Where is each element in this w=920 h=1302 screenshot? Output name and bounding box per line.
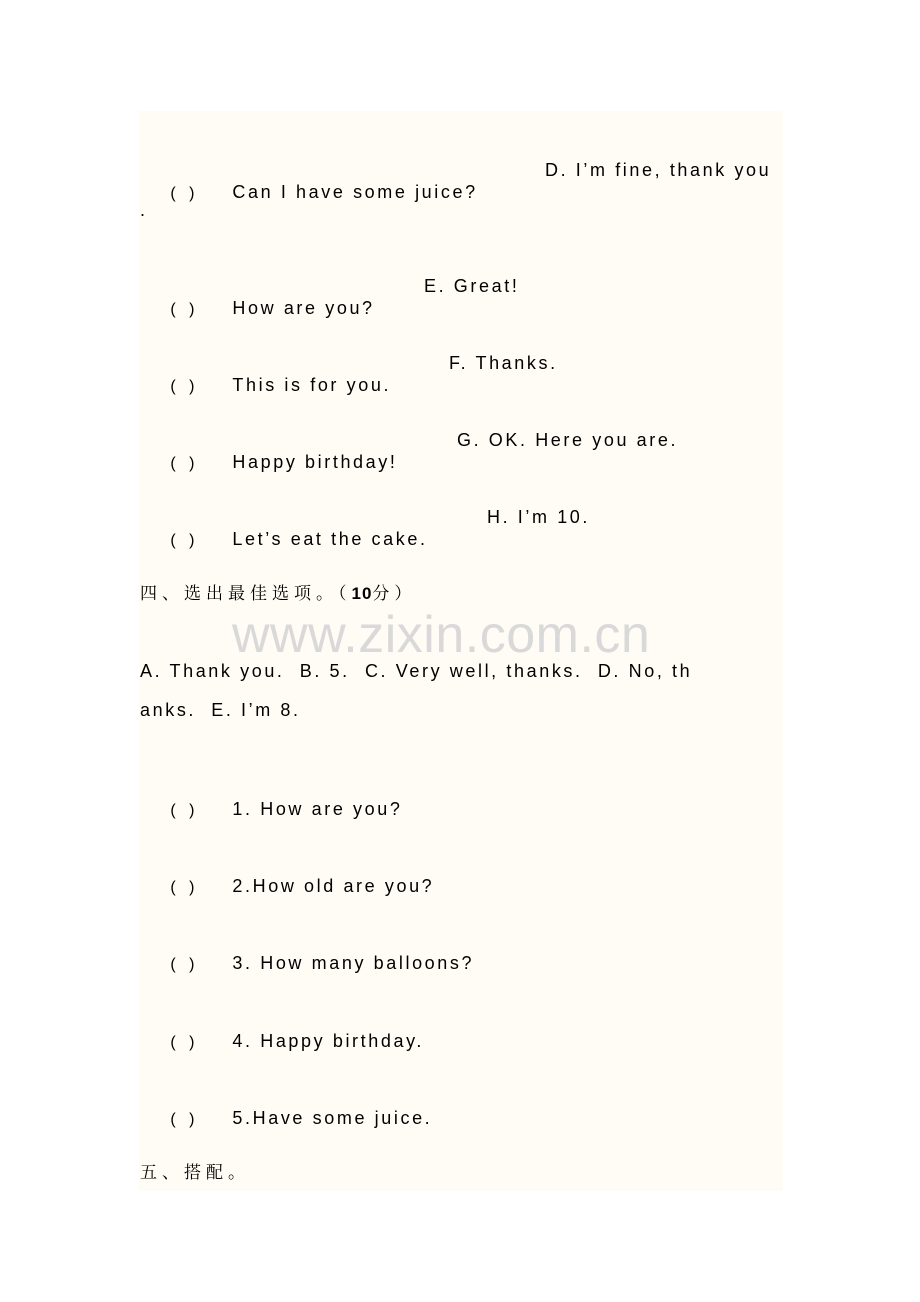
answer-blank: ( ) [170,455,195,472]
section-5-title: 五、搭配。 [140,1163,250,1183]
matching-row [140,429,397,497]
section-4-title-prefix: 四、选出最佳选项。（ [140,584,352,604]
section-4-title-suffix: 分） [372,584,417,604]
answer-blank: ( ) [170,1111,195,1128]
question-text: Happy birthday! [232,452,398,472]
answer-blank: ( ) [170,802,195,819]
question-item [140,1085,432,1153]
question-item [140,776,402,844]
section-4-title [140,583,416,605]
matching-row [140,352,391,420]
question-text: This is for you. [232,375,392,395]
matching-row [140,275,375,343]
matching-answer: G. OK. Here you are. [457,430,679,450]
question-text: 4. Happy birthday. [232,1031,424,1051]
answer-blank: ( ) [170,185,195,202]
question-text: 5.Have some juice. [232,1108,433,1128]
question-text: 3. How many balloons? [232,953,475,973]
options-line: A. Thank you. B. 5. C. Very well, thanks. D. No, th [140,661,693,681]
matching-row [140,506,428,574]
answer-blank: ( ) [170,956,195,973]
matching-row [140,159,478,227]
matching-answer: H. I’m 10. [487,507,591,527]
question-item [140,930,474,998]
section-4-score: 10 [351,584,373,603]
matching-answer: D. I’m fine, thank you [545,160,772,180]
matching-answer-wrap: . [140,200,148,220]
answer-blank: ( ) [170,1034,195,1051]
question-text: Can I have some juice? [232,182,478,202]
question-text: How are you? [232,298,375,318]
question-text: 2.How old are you? [232,876,435,896]
matching-answer: F. Thanks. [449,353,558,373]
question-item [140,1008,424,1076]
options-line: anks. E. I’m 8. [140,700,301,720]
answer-blank: ( ) [170,879,195,896]
answer-blank: ( ) [170,301,195,318]
answer-blank: ( ) [170,532,195,549]
question-text: 1. How are you? [232,799,403,819]
watermark: www.zixin.com.cn [232,606,651,664]
question-item [140,853,434,921]
answer-blank: ( ) [170,378,195,395]
question-text: Let’s eat the cake. [232,529,428,549]
matching-answer: E. Great! [424,276,520,296]
